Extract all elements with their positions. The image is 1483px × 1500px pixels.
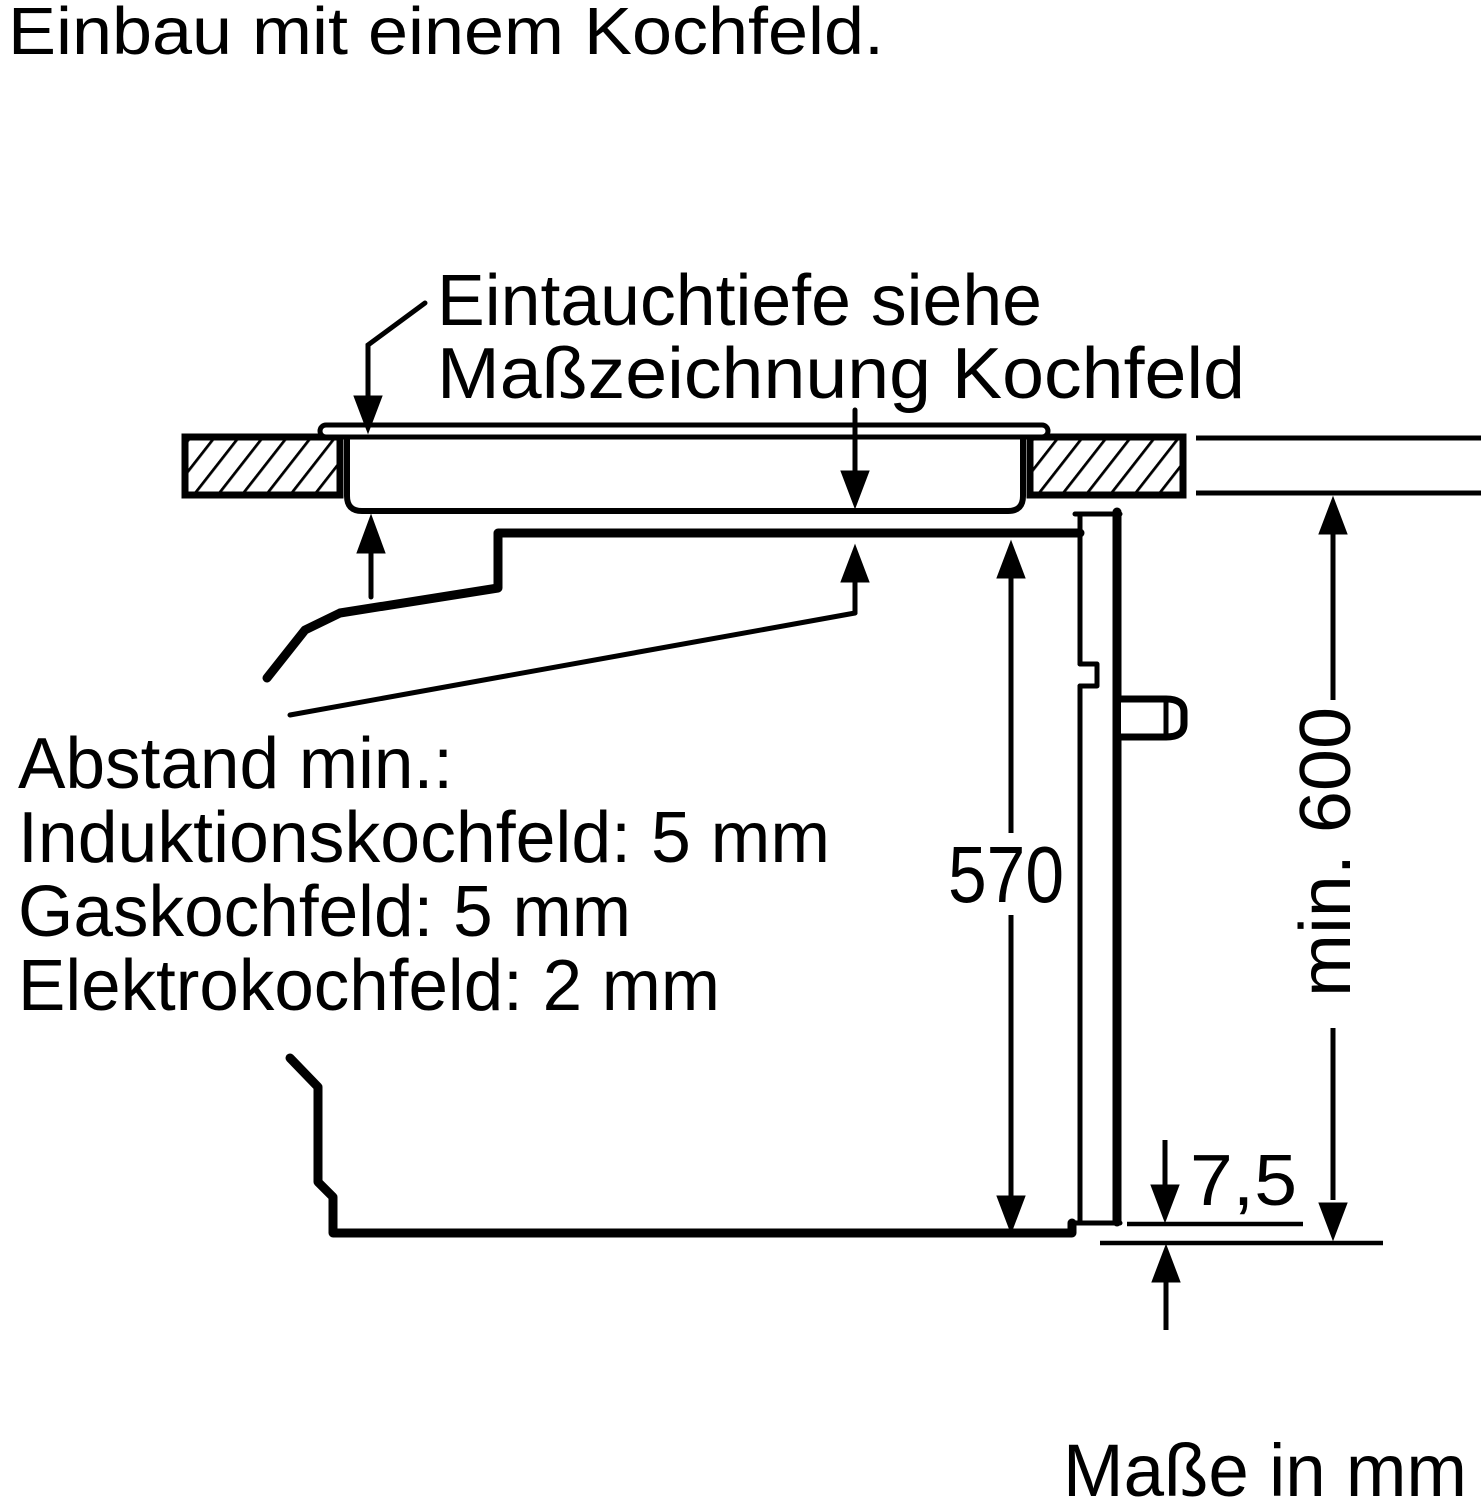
dim75-arrow-down bbox=[1151, 1185, 1179, 1222]
callout-line1: Eintauchtiefe siehe bbox=[437, 261, 1042, 341]
clearance-note-line4: Elektrokochfeld: 2 mm bbox=[18, 946, 720, 1026]
clearance-note-line3: Gaskochfeld: 5 mm bbox=[18, 872, 631, 952]
clearance-leader bbox=[290, 613, 855, 715]
oven-panel-notch bbox=[1080, 664, 1097, 686]
dim75-arrow-up bbox=[1152, 1245, 1180, 1282]
oven-bottom-outline bbox=[290, 1058, 1072, 1233]
oven-top-outline bbox=[267, 533, 1080, 678]
dim600-arrow-up bbox=[1319, 497, 1347, 534]
clearance-note-line1: Abstand min.: bbox=[18, 724, 453, 804]
callout-line2: Maßzeichnung Kochfeld bbox=[437, 334, 1245, 414]
worktop-section-left bbox=[185, 437, 340, 495]
dimension-570-label: 570 bbox=[948, 830, 1064, 919]
dim600-arrow-down bbox=[1319, 1203, 1347, 1240]
clearance-arrow-left-up bbox=[357, 515, 385, 553]
dimension-min600-label: min. 600 bbox=[1286, 720, 1366, 997]
worktop-section-right bbox=[1030, 437, 1183, 495]
dimension-75-label: 7,5 bbox=[1190, 1141, 1297, 1221]
cooktop-body bbox=[347, 436, 1023, 511]
clearance-note-line2: Induktionskochfeld: 5 mm bbox=[18, 798, 830, 878]
clearance-arrows bbox=[290, 515, 869, 715]
dim570-arrow-down bbox=[997, 1196, 1025, 1233]
page-title: Einbau mit einem Kochfeld. bbox=[8, 0, 884, 69]
clearance-arrow-right-up bbox=[841, 545, 869, 582]
cooktop bbox=[320, 425, 1048, 511]
callout-leader-left bbox=[368, 303, 425, 400]
dim570-arrow-up bbox=[997, 541, 1025, 578]
units-note: Maße in mm bbox=[1063, 1429, 1467, 1500]
control-knob bbox=[1121, 699, 1184, 737]
cooktop-lip bbox=[320, 425, 1048, 437]
